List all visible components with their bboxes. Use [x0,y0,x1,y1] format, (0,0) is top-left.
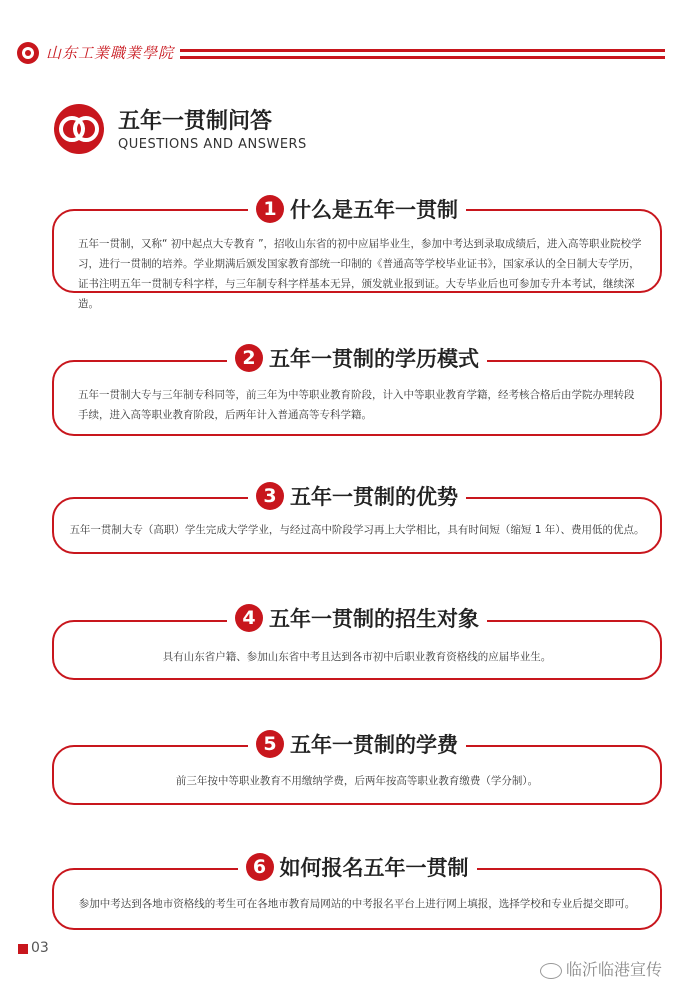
qa-heading [52,603,662,637]
qa-heading [52,852,662,886]
qa-number-badge: 6 [246,853,274,881]
qa-answer: 具有山东省户籍、参加山东省中考且达到各市初中后职业教育资格线的应届毕业生。 [162,651,552,663]
watermark [540,957,662,980]
qa-question: 五年一贯制的学费 [290,733,458,757]
section-title: 五年一贯制问答 [118,109,273,134]
qa-number-badge: 4 [235,604,263,632]
school-name: 山东工業職業學院 [46,44,175,62]
wechat-icon [540,963,562,979]
qa-number-badge: 3 [256,482,284,510]
qa-question: 五年一贯制的优势 [290,485,458,509]
qa-answer: 参加中考达到各地市资格线的考生可在各地市教育局网站的中考报名平台上进行网上填报，选择学校和专业后提交即可。 [78,898,636,910]
page-number: 03 [31,940,49,956]
page-marker-icon [18,944,28,954]
qa-question: 五年一贯制的学历模式 [269,347,479,371]
header-rule-top [180,49,665,52]
section-emblem-icon [54,104,104,154]
qa-heading [52,343,662,377]
qa-number-badge: 5 [256,730,284,758]
qa-question: 什么是五年一贯制 [290,198,458,222]
qa-question: 如何报名五年一贯制 [279,856,469,880]
header-rule-bottom [180,56,665,59]
qa-answer: 五年一贯制，又称“ 初中起点大专教育 ”，招收山东省的初中应届毕业生，参加中考达到录取成绩后，进入高等职业院校学习，进行一贯制的培养。学业期满后颁发国家教育部统一印制的《普通高等学校毕业证书》，国家承认的全日制大专学历，证书注明五年一贯制专科字样，与三年制专科字样基本无异，颁发就业报到证。大专毕业后也可参加专升本考试，继续深造。 [78,238,642,310]
qa-answer: 前三年按中等职业教育不用缴纳学费，后两年按高等职业教育缴费（学分制）。 [175,775,539,787]
qa-answer: 五年一贯制大专（高职）学生完成大学学业，与经过高中阶段学习再上大学相比，具有时间短（缩短 1 年）、费用低的优点。 [69,524,645,536]
qa-answer: 五年一贯制大专与三年制专科同等，前三年为中等职业教育阶段，计入中等职业教育学籍，经考核合格后由学院办理转段手续，进入高等职业教育阶段，后两年计入普通高等专科学籍。 [78,389,635,421]
qa-question: 五年一贯制的招生对象 [269,607,479,631]
school-logo-icon [17,42,39,64]
qa-number-badge: 1 [256,195,284,223]
watermark-text: 临沂临港宣传 [566,960,663,979]
qa-number-badge: 2 [235,344,263,372]
qa-heading [52,194,662,228]
qa-heading [52,481,662,515]
section-subtitle: QUESTIONS AND ANSWERS [118,137,307,152]
qa-heading [52,729,662,763]
page-header [0,0,699,80]
